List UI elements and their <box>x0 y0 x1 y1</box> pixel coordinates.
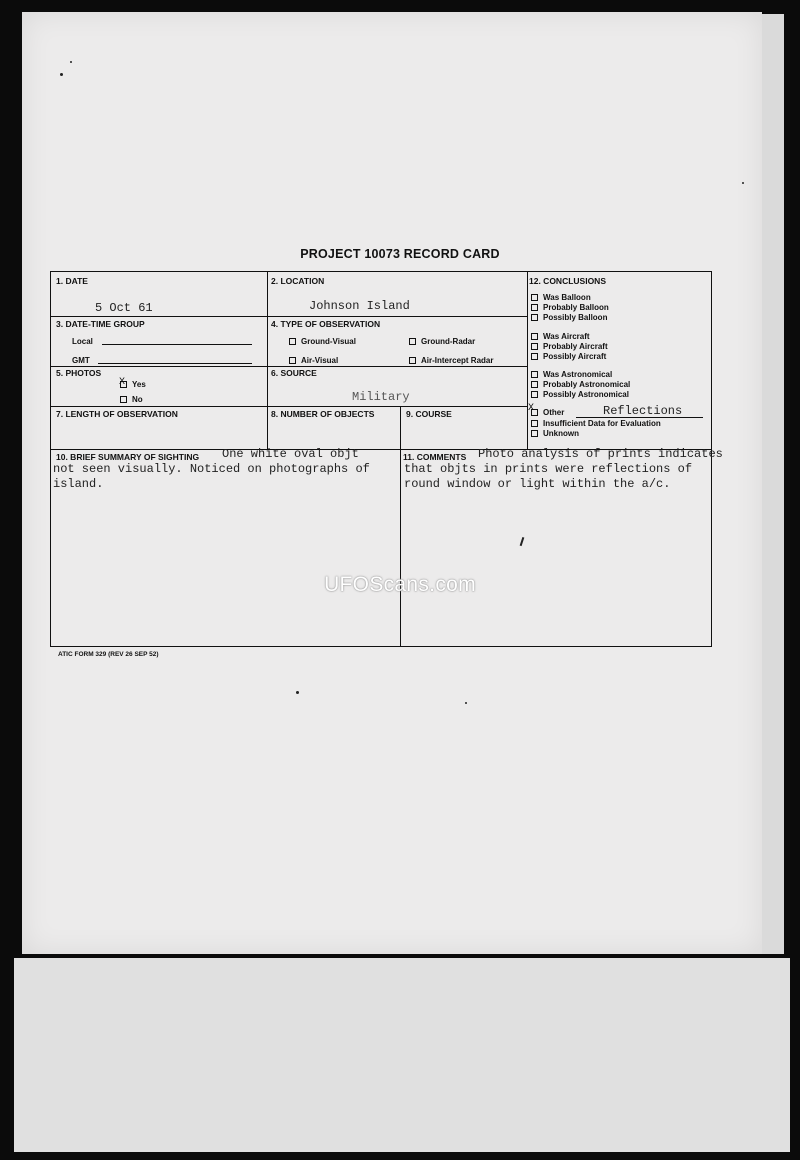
date-label: 1. DATE <box>56 276 88 286</box>
gmt-line <box>98 363 252 364</box>
form-identifier: ATIC FORM 329 (REV 26 SEP 52) <box>58 651 159 658</box>
comments-line-1: Photo analysis of prints indicates <box>478 447 723 461</box>
ground-visual-option: Ground-Visual <box>289 337 356 346</box>
checkbox <box>531 381 538 388</box>
background-sheet <box>14 958 790 1152</box>
gmt-label: GMT <box>72 356 90 365</box>
location-label: 2. LOCATION <box>271 276 325 286</box>
paper-edge <box>762 14 784 954</box>
conclusion-option: Probably Aircraft <box>531 342 608 352</box>
speck <box>296 691 299 694</box>
checkbox <box>409 338 416 345</box>
checkbox <box>531 371 538 378</box>
checkbox <box>531 420 538 427</box>
checkbox <box>531 294 538 301</box>
conclusions-aircraft-group <box>531 332 608 362</box>
conclusion-option: Possibly Aircraft <box>531 352 608 362</box>
conclusions-astronomical-group <box>531 370 630 400</box>
checkbox <box>409 357 416 364</box>
conclusions-balloon-group <box>531 293 609 323</box>
conclusion-option: Probably Astronomical <box>531 380 630 390</box>
speck <box>465 702 467 704</box>
checkbox <box>531 304 538 311</box>
checkbox <box>531 391 538 398</box>
conclusion-option: Insufficient Data for Evaluation <box>531 419 661 429</box>
check-mark: X <box>528 403 535 415</box>
length-label: 7. LENGTH OF OBSERVATION <box>56 409 178 419</box>
checkbox <box>289 357 296 364</box>
observation-type-label: 4. TYPE OF OBSERVATION <box>271 319 381 329</box>
course-label: 9. COURSE <box>406 409 452 419</box>
checkbox <box>289 338 296 345</box>
conclusion-option: Probably Balloon <box>531 303 609 313</box>
summary-label: 10. BRIEF SUMMARY OF SIGHTING <box>56 452 200 462</box>
watermark: UFOScans.com <box>324 573 476 596</box>
other-value: Reflections <box>603 404 683 418</box>
divider <box>51 316 527 317</box>
checkbox <box>531 430 538 437</box>
ground-radar-option: Ground-Radar <box>409 337 475 346</box>
speck <box>742 182 744 184</box>
conclusion-option: Was Balloon <box>531 293 609 303</box>
summary-text <box>53 462 370 492</box>
comments-line-3: round window or light within the a/c. <box>404 477 671 491</box>
card-title: PROJECT 10073 RECORD CARD <box>300 247 500 261</box>
divider <box>51 406 527 407</box>
speck <box>60 73 63 76</box>
conclusion-option: Was Astronomical <box>531 370 630 380</box>
summary-line-3: island. <box>53 477 104 491</box>
conclusion-other: X Other <box>528 403 565 417</box>
checkbox <box>120 396 127 403</box>
photos-no-option: No <box>120 395 143 404</box>
air-visual-option: Air-Visual <box>289 356 338 365</box>
checkbox <box>531 314 538 321</box>
divider <box>51 366 527 367</box>
conclusion-option: Possibly Balloon <box>531 313 609 323</box>
checkbox <box>531 333 538 340</box>
checkbox <box>531 353 538 360</box>
date-value: 5 Oct 61 <box>95 301 153 315</box>
check-mark: X <box>119 377 126 389</box>
source-value: Military <box>352 390 410 404</box>
comments-line-2: that objts in prints were reflections of <box>404 462 693 476</box>
air-intercept-radar-option: Air-Intercept Radar <box>409 356 493 365</box>
comments-text <box>404 462 692 492</box>
divider <box>527 272 528 449</box>
location-value: Johnson Island <box>309 299 410 313</box>
source-label: 6. SOURCE <box>271 368 317 378</box>
conclusion-option: Was Aircraft <box>531 332 608 342</box>
photos-yes-option: X Yes <box>119 377 146 389</box>
conclusions-label: 12. CONCLUSIONS <box>529 276 606 286</box>
divider <box>400 406 401 646</box>
summary-line-1: One white oval objt <box>222 447 359 461</box>
photos-label: 5. PHOTOS <box>56 368 102 378</box>
comments-label: 11. COMMENTS <box>403 452 467 462</box>
dtg-label: 3. DATE-TIME GROUP <box>56 319 145 329</box>
conclusions-other-group <box>531 419 661 439</box>
local-label: Local <box>72 337 93 346</box>
local-line <box>102 344 252 345</box>
conclusion-option: Possibly Astronomical <box>531 390 630 400</box>
summary-line-2: not seen visually. Noticed on photographs of <box>53 462 370 476</box>
speck <box>70 61 72 63</box>
objects-label: 8. NUMBER OF OBJECTS <box>271 409 375 419</box>
checkbox <box>528 403 538 416</box>
conclusion-option: Unknown <box>531 429 661 439</box>
checkbox <box>119 377 127 389</box>
checkbox <box>531 343 538 350</box>
divider <box>267 272 268 449</box>
